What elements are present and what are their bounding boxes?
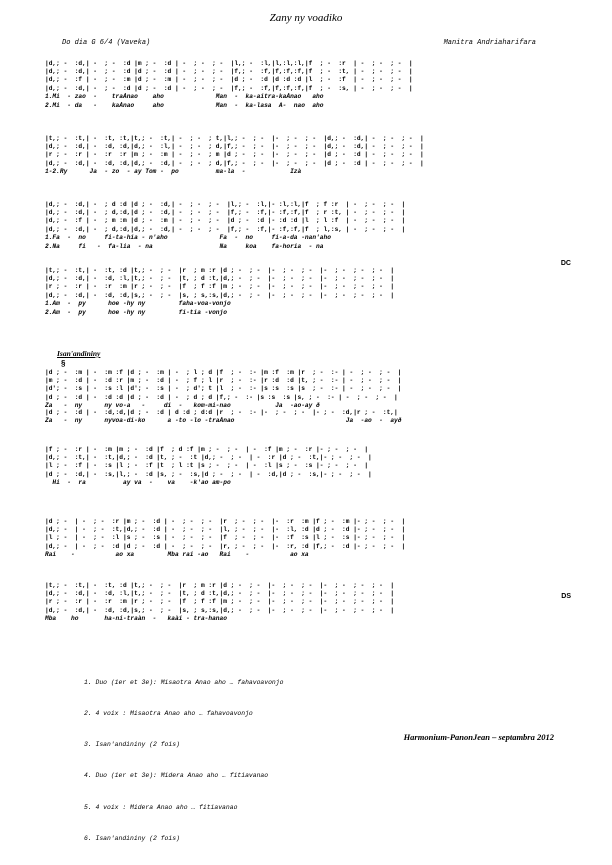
footer-credit: Harmonium-PanonJean – septambra 2012 xyxy=(403,732,554,742)
voice-line: |t,; - :t,| - :t, :t,|t,; - :t,| - ; - ; t,|l,; - ; - |- ; - ; - |d,; - :d,| - ; - ; - | xyxy=(45,135,424,142)
voice-line: |d,; - :d,| - ; - :d |d ; - :d | - ; - ; - |f,; - :f,|f,:f,:f,|f ; - :t, | - ; - ; - | xyxy=(45,68,413,76)
performance-notes xyxy=(84,657,283,865)
section-title: Isan'andininy xyxy=(57,349,101,358)
score-system xyxy=(45,446,565,488)
voice-line: |r ; - :r | - :r :m |r ; - ; - |f ; f :f |m ; - ; - |- ; - ; - |- ; - ; - ; - | xyxy=(45,598,395,606)
voice-line: |d,; - :d,| - :d, :d,|s,; - ; - |s, ; s,:s,|d,; - ; - |- ; - ; - |- ; - ; - ; - | xyxy=(45,606,395,614)
voice-line: |r ; - :r | - :r :r |m ; - :m | - ; - ; m |d ; - ; - |- ; - ; - |d ; - :d | - ; - ; - | xyxy=(45,151,424,159)
voice-line: |d,; - :d,| - ; d :d |d ; - :d,| - ; - ; - |l,; - :l,|- :l,:l,|f ; f :r | - ; - ; - | xyxy=(45,201,406,208)
score-system xyxy=(45,369,565,411)
voice-line: |d,; - :d,| - :d, :l,|t,; - ; - |t, ; d :t,|d,; - ; - |- ; - ; - |- ; - ; - ; - | xyxy=(45,590,395,598)
voice-line: |d,; - | - ; - :d |d ; - :d | - ; - ; - |r, ; - ; - |- :r, :d |f,; - :d |- ; - ; - | xyxy=(45,542,406,550)
score-system xyxy=(45,267,565,317)
lyric-line: 2.Am - py hoe -hy ny fi-tia -vonjo xyxy=(45,308,227,316)
note-line: 5. 4 voix : Midera Anao aho … fitiavanao xyxy=(84,803,238,811)
lyric-line: 1-2.Ry Ja - zo - ay Tom - po ma-la - Izà xyxy=(45,167,302,175)
voice-line: |d,; - :d,| - :d, :d,|d,; - :l,| - ; - ; d,|f,; - ; - |- ; - ; - |d,; - :d,| - ; - ; - | xyxy=(45,143,424,151)
voice-line: |d,; - :d,| - ; d,:d,|d,; - :d,| - ; - ; - |f,; - :f,|- :f,:f,|f ; l,:s, | - ; - ; - | xyxy=(45,225,406,233)
voice-line: |t,; - :t,| - :t, :d |t,; - ; - |r ; m :r |d ; - ; - |- ; - ; - |- ; - ; - ; - | xyxy=(45,582,395,589)
score-system xyxy=(45,409,565,426)
voice-line: |d,; - :t,| - :t,|d,; - :d |t, ; - :t |d,; - ; - | - :r |d ; - :t,|- ; - ; - | xyxy=(45,454,372,462)
lyric-line: 2.Na fi - fa-lia - na Na koa fa-horia - na xyxy=(45,242,324,250)
voice-line: |d,; - :f | - ; m :m |d ; - :m | - ; - ; - |d ; - :d |- :d :d |l ; l :f | - ; - ; - | xyxy=(45,217,406,225)
voice-line: |r ; - :r | - :r :m |r ; - ; - |f ; f :f |m ; - ; - |- ; - ; - |- ; - ; - ; - | xyxy=(45,283,395,291)
note-line: 6. Isan'andininy (2 fois) xyxy=(84,834,180,842)
composer-name: Manitra Andriaharifara xyxy=(443,39,536,47)
voice-line: |d,; - :d,| - ; d,:d,|d ; - :d,| - ; - ; - |f,; - :f,|- :f,:f,|f ; r :t, | - ; - ; - | xyxy=(45,209,406,217)
voice-line: |d,; - :d,| - :d, :l,|t,; - ; - |t, ; d :t,|d,; - ; - |- ; - ; - |- ; - ; - ; - | xyxy=(45,275,395,283)
score-system xyxy=(45,201,571,267)
voice-line: |d ; - :m | - :m :f |d ; - :m | - ; l ; d |f ; - :- |m :f :m |r ; - :- | - ; - ; - | xyxy=(45,369,402,376)
voice-line: |d,; - :f | - ; - :m |d ; - :m | - ; - ; - |d ; - :d |d :d :d |l ; - :f | - ; - ; - | xyxy=(45,76,413,84)
voice-line: |d,; - :d,| - :d, :d,|d,; - :d,| - ; - ; d,|f,; - ; - |- ; - ; - |d ; - :d | - ; - ; - | xyxy=(45,159,424,167)
score-system xyxy=(45,60,565,110)
note-line: 4. Duo (1er et 3e): Midera Anao aho … fitiavanao xyxy=(84,772,269,780)
repeat-mark: DS xyxy=(561,593,571,600)
voice-line: |d'; - :s | - :s :l |d'; - :s | - ; d'; t |l ; - :- |s :s :s |s ; - :- | - ; - ; - | xyxy=(45,385,402,393)
voice-line: |d ; - :d,| - :s,|l,; - :d |s, ; - :s,|d ; - ; - | - :d,|d ; - :s,|- ; - ; - | xyxy=(45,470,372,478)
note-line: 3. Isan'andininy (2 fois) xyxy=(84,741,180,749)
song-title: Zany ny voadiko xyxy=(269,12,343,24)
lyric-line: Za - ny ny vo-a - di - kom-mi-nao Ja -ao-ay ð xyxy=(45,401,320,409)
lyric-line: 1.Fa - no fi-ta-hia - n'aho Fa - no fi-a-da -nan'aho xyxy=(45,233,331,241)
voice-line: |d,; - | - ; - :t,|d,; - :d | - ; - ; - |l, ; - ; - |- :l, :d |d ; - :d |- ; - ; - | xyxy=(45,526,406,534)
voice-line: |d ; - :d | - :d :d |d ; - :d | - ; d ; d |f,; - :- |s :s :s |s, ; - :- | - ; - ; - | xyxy=(45,393,398,401)
lyric-line: 2.Mi - da - kaÀnao aho Man - ka-lasa A- nao aho xyxy=(45,101,324,109)
lyric-line: 1.Am - py hoe -hy ny faha-voa-vonjo xyxy=(45,299,231,307)
note-line: 1. Duo (1er et 3e): Misaotra Anao aho … fahavoavonjo xyxy=(84,678,284,686)
segno-icon: § xyxy=(61,359,66,368)
note-line: 2. 4 voix : Misaotra Anao aho … fahavoavonjo xyxy=(84,710,253,718)
voice-line: |d,; - :d,| - :d, :d,|s,; - ; - |s, ; s,:s,|d,; - ; - |- ; - ; - |- ; - ; - ; - | xyxy=(45,291,395,299)
voice-line: |d,; - :d,| - ; - :d |m ; - :d | - ; - ; - |l,; - :l,|l,:l,:l,|f ; - :r | - ; - ; - | xyxy=(45,60,413,67)
voice-line: |l ; - | - ; - :l |s ; - :s | - ; - ; - |f ; - ; - |- :f :s |l ; - :s |- ; - ; - | xyxy=(45,534,406,542)
score-system xyxy=(45,582,565,624)
repeat-mark: DC xyxy=(560,260,571,267)
lyric-line: Rai - ao xa Mba rai -ao Rai - ao xa xyxy=(45,550,309,558)
score-system xyxy=(45,135,565,177)
voice-line: |d ; - | - ; - :r |m ; - :d | - ; - ; - |r ; - ; - |- :r :m |f ; - :m |- ; - ; - | xyxy=(45,518,406,525)
voice-line: |m ; - :d | - :d :r |m ; - :d | - ; f ; l |r ; - :- |r :d :d |t, ; - :- | - ; - ; - | xyxy=(45,377,402,385)
voice-line: |d ; - :d | - :d,:d,|d ; - :d | d :d ; d:d |r ; - :- |- ; - ; - |- ; - :d,|r ; - :t,| xyxy=(45,409,398,416)
lyric-line: Hi - ra ay va - va -k'ao am-po xyxy=(45,478,231,486)
voice-line: |l ; - :f | - :s |l ; - :f |t ; l :t |s ; - ; - | - :l |s ; - :s |- ; - ; - | xyxy=(45,462,369,470)
lyric-line: Mba ho ha-ni-traàn - kaài - tra-hanao xyxy=(45,614,227,622)
voice-line: |t,; - :t,| - :t, :d |t,; - ; - |r ; m :r |d ; - ; - |- ; - ; - |- ; - ; - ; - | xyxy=(45,267,395,274)
lyric-line: 1.Mi - zao - traÀnao aho Man - ka-aitra-kaÀnao aho xyxy=(45,92,324,100)
key-signature: Do dia G 6/4 (Vaveka) xyxy=(62,39,151,47)
lyric-line: Za - ny nyvoa-di-ko a -to -lo -traÀnao Ja -ao - ayð xyxy=(45,417,402,425)
voice-line: |d,; - :d,| - ; - :d |d ; - :d | - ; - ; - |f,; - :f,|f,:f,:f,|f ; - :s, | - ; - ; - | xyxy=(45,84,413,92)
voice-line: |f ; - :r | - :m |m ; - :d |f ; d :f |m ; - ; - | - :f |m ; - :r |- ; - ; - | xyxy=(45,446,369,453)
